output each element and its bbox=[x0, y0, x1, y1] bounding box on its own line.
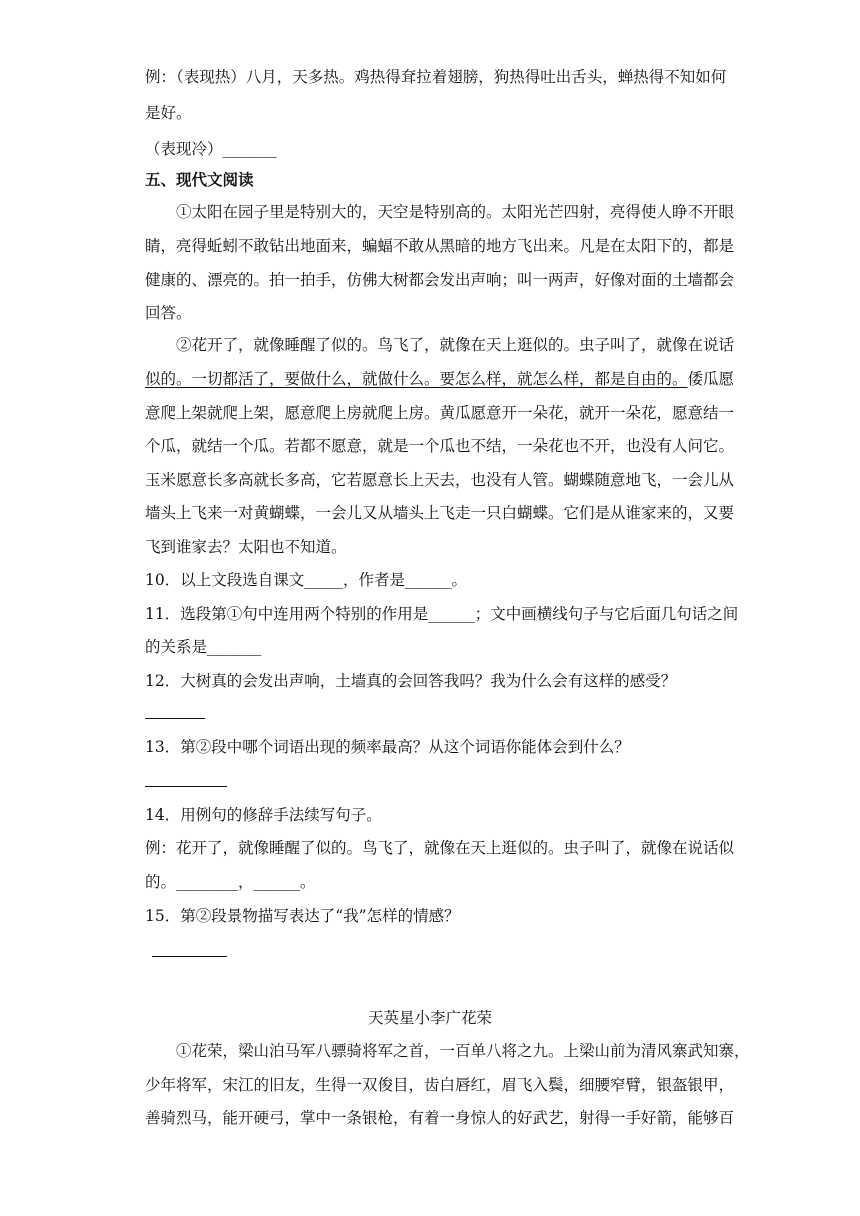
question-14: 14．用例句的修辞手法续写句子。 bbox=[145, 806, 382, 824]
passage1-line: ①太阳在园子里是特别大的，天空是特别高的。太阳光芒四射，亮得使人睁不开眼 bbox=[176, 203, 735, 221]
question-11-line-2: 的关系是_______ bbox=[145, 638, 262, 656]
passage2-line: 玉米愿意长多高就长多高，它若愿意长上天去，也没有人管。蝴蝶随意地飞，一会儿从 bbox=[145, 471, 735, 489]
question-15: 15．第②段景物描写表达了“我”怎样的情感？ bbox=[145, 907, 460, 925]
example-line-2: 是好。 bbox=[145, 104, 192, 122]
story-title: 天英星小李广花荣 bbox=[367, 1009, 492, 1027]
section-heading: 五、现代文阅读 bbox=[145, 170, 254, 189]
passage1-line: 睛，亮得蚯蚓不敢钻出地面来，蝙蝠不敢从黑暗的地方飞出来。凡是在太阳下的，都是 bbox=[145, 237, 735, 255]
question-10: 10．以上文段选自课文_____，作者是______。 bbox=[145, 571, 467, 589]
story-line: ①花荣，梁山泊马军八骠骑将军之首，一百单八将之九。上梁山前为清风寨武知寨， bbox=[176, 1042, 750, 1060]
passage1-line: 健康的、漂亮的。拍一拍手，仿佛大树都会发出声响；叫一两声，好像对面的土墙都会 bbox=[145, 271, 735, 289]
answer-line-12 bbox=[145, 718, 205, 719]
passage2-line bbox=[145, 369, 734, 389]
passage2-line: 个瓜，就结一个瓜。若都不愿意，就是一个瓜也不结，一朵花也不开，也没有人问它。 bbox=[145, 437, 735, 455]
answer-line-15 bbox=[152, 956, 227, 957]
answer-line-13 bbox=[145, 786, 227, 787]
question-12: 12．大树真的会发出声响，土墙真的会回答我吗？我为什么会有这样的感受？ bbox=[145, 672, 677, 690]
question-14-example-2: 的。________，______。 bbox=[145, 873, 316, 891]
underlined-sentence: 似的。一切都活了，要做什么，就做什么。要怎么样，就怎么样，都是自由的。 bbox=[145, 370, 688, 388]
passage2-line: 墙头上飞来一对黄蝴蝶，一会儿又从墙头上飞走一只白蝴蝶。它们是从谁家来的，又要 bbox=[145, 504, 735, 522]
question-11-line-1: 11．选段第①句中连用两个特别的作用是______；文中画横线句子与它后面几句话之间 bbox=[145, 605, 739, 623]
passage2-line: 飞到谁家去？太阳也不知道。 bbox=[145, 538, 347, 556]
question-14-example-1: 例：花开了，就像睡醒了似的。鸟飞了，就像在天上逛似的。虫子叫了，就像在说话似 bbox=[145, 839, 735, 857]
passage2-line-rest: 倭瓜愿 bbox=[687, 370, 735, 388]
example-line-1: 例：（表现热）八月，天多热。鸡热得耷拉着翅膀，狗热得吐出舌头，蝉热得不知如何 bbox=[145, 68, 727, 86]
passage1-line: 回答。 bbox=[145, 304, 192, 322]
passage2-line: 意爬上架就爬上架，愿意爬上房就爬上房。黄瓜愿意开一朵花，就开一朵花，愿意结一 bbox=[145, 404, 735, 422]
question-13: 13．第②段中哪个词语出现的频率最高？从这个词语你能体会到什么？ bbox=[145, 738, 630, 756]
cold-prompt: （表现冷）_______ bbox=[145, 140, 277, 158]
story-line: 少年将军，宋江的旧友，生得一双俊目，齿白唇红，眉飞入鬓，细腰窄臂，银盔银甲， bbox=[145, 1076, 735, 1094]
passage2-line: ②花开了，就像睡醒了似的。鸟飞了，就像在天上逛似的。虫子叫了，就像在说话 bbox=[176, 336, 735, 354]
story-line: 善骑烈马，能开硬弓，掌中一条银枪，有着一身惊人的好武艺，射得一手好箭，能够百 bbox=[145, 1109, 735, 1127]
